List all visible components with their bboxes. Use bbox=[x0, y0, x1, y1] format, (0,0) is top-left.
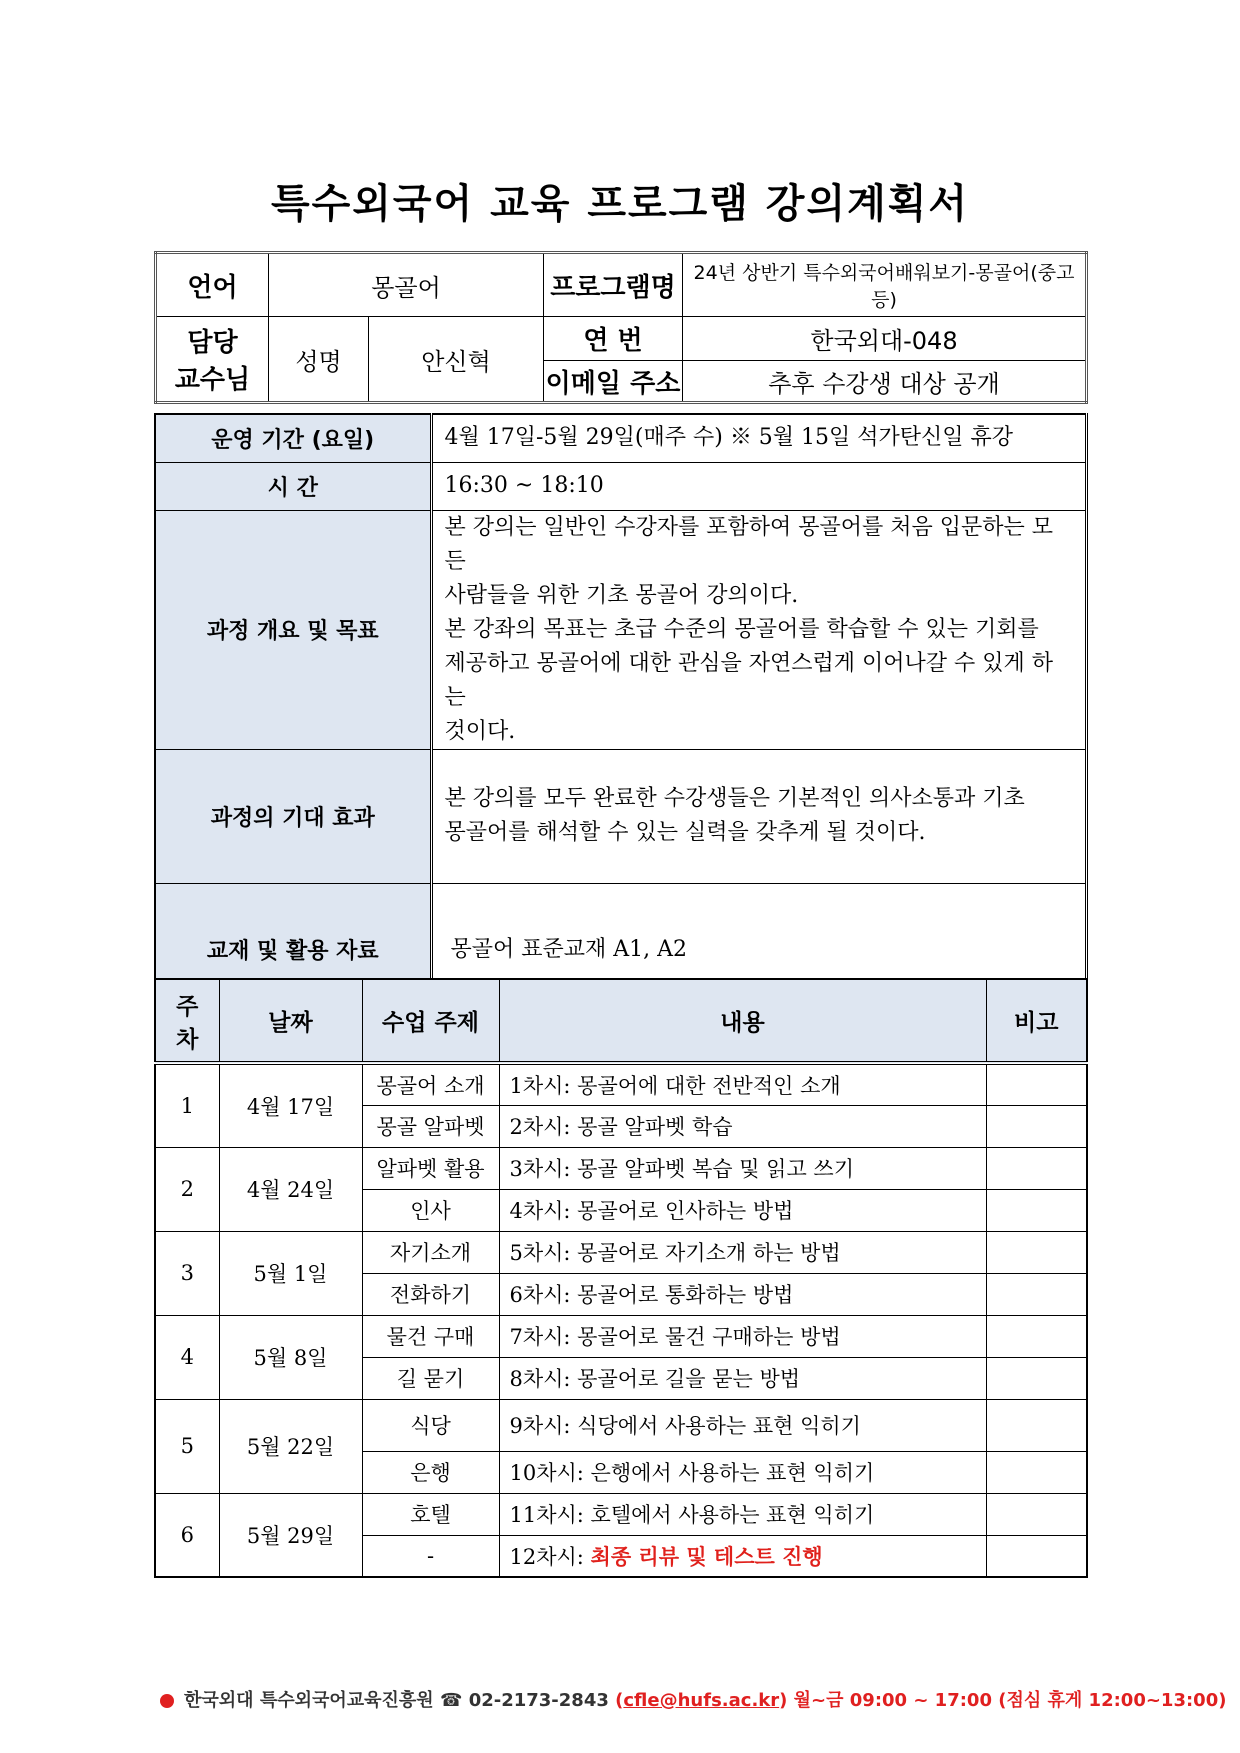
session-content: 11차시: 호텔에서 사용하는 표현 익히기 bbox=[499, 1493, 986, 1535]
overview-line: 본 강좌의 목표는 초급 수준의 몽골어를 학습할 수 있는 기회를 bbox=[444, 616, 1039, 642]
session-content bbox=[499, 1535, 986, 1577]
program-value: 24년 상반기 특수외국어배워보기-몽골어(중고등) bbox=[683, 253, 1087, 317]
overview-label: 과정 개요 및 목표 bbox=[155, 510, 431, 749]
week-header bbox=[155, 979, 219, 1063]
professor-label-line2: 교수님 bbox=[174, 365, 251, 395]
course-table bbox=[154, 413, 1088, 1018]
overview-line: 것이다. bbox=[444, 718, 516, 744]
session-topic: 은행 bbox=[362, 1451, 499, 1493]
material-value: 몽골어 표준교재 A1, A2 bbox=[431, 883, 1087, 1017]
session-topic: 인사 bbox=[362, 1189, 499, 1231]
period-value: 4월 17일-5월 29일(매주 수) ※ 5월 15일 석가탄신일 휴강 bbox=[431, 414, 1087, 462]
effect-line: 본 강의를 모두 완료한 수강생들은 기본적인 의사소통과 기초 bbox=[444, 786, 1025, 811]
table-row bbox=[155, 1399, 1087, 1451]
overview-line: 제공하고 몽골어에 대한 관심을 자연스럽게 이어나갈 수 있게 하는 bbox=[444, 650, 1053, 710]
footer-email-wrap: (cfle@hufs.ac.kr) bbox=[615, 1690, 788, 1711]
effect-value bbox=[431, 749, 1087, 883]
overview-line: 본 강의는 일반인 수강자를 포함하여 몽골어를 처음 입문하는 모든 bbox=[444, 514, 1053, 574]
session-content: 4차시: 몽골어로 인사하는 방법 bbox=[499, 1189, 986, 1231]
session-note bbox=[986, 1147, 1087, 1189]
session-topic: 식당 bbox=[362, 1399, 499, 1451]
session-content: 2차시: 몽골 알파벳 학습 bbox=[499, 1105, 986, 1147]
session-topic: 자기소개 bbox=[362, 1231, 499, 1273]
session-note bbox=[986, 1315, 1087, 1357]
session-content: 3차시: 몽골 알파벳 복습 및 읽고 쓰기 bbox=[499, 1147, 986, 1189]
date-header: 날짜 bbox=[219, 979, 362, 1063]
language-label: 언어 bbox=[156, 253, 269, 317]
email-value: 추후 수강생 대상 공개 bbox=[683, 361, 1087, 403]
week-number: 1 bbox=[155, 1063, 219, 1147]
info-table bbox=[154, 251, 1088, 404]
phone-icon: ☎ bbox=[439, 1690, 463, 1711]
session-content: 7차시: 몽골어로 물건 구매하는 방법 bbox=[499, 1315, 986, 1357]
topic-header: 수업 주제 bbox=[362, 979, 499, 1063]
effect-label: 과정의 기대 효과 bbox=[155, 749, 431, 883]
professor-label bbox=[156, 317, 269, 403]
week-header-line1: 주 bbox=[176, 993, 199, 1020]
time-label: 시 간 bbox=[155, 462, 431, 510]
serial-label: 연 번 bbox=[544, 317, 683, 361]
session-note bbox=[986, 1493, 1087, 1535]
session-topic: 알파벳 활용 bbox=[362, 1147, 499, 1189]
session-note bbox=[986, 1535, 1087, 1577]
session-content: 5차시: 몽골어로 자기소개 하는 방법 bbox=[499, 1231, 986, 1273]
session-topic: - bbox=[362, 1535, 499, 1577]
week-header-line2: 차 bbox=[176, 1026, 199, 1053]
week-number: 6 bbox=[155, 1493, 219, 1577]
note-header: 비고 bbox=[986, 979, 1087, 1063]
table-row bbox=[155, 1147, 1087, 1189]
week-number: 4 bbox=[155, 1315, 219, 1399]
session-content: 9차시: 식당에서 사용하는 표현 익히기 bbox=[499, 1399, 986, 1451]
week-number: 5 bbox=[155, 1399, 219, 1493]
footer-hours: 월~금 09:00 ~ 17:00 (점심 휴게 12:00~13:00) bbox=[793, 1690, 1227, 1711]
overview-line: 사람들을 위한 기초 몽골어 강의이다. bbox=[444, 582, 799, 608]
session-note bbox=[986, 1063, 1087, 1105]
time-value: 16:30 ~ 18:10 bbox=[431, 462, 1087, 510]
week-date: 5월 1일 bbox=[219, 1231, 362, 1315]
language-value: 몽골어 bbox=[269, 253, 544, 317]
session-note bbox=[986, 1451, 1087, 1493]
session-note bbox=[986, 1273, 1087, 1315]
serial-value: 한국외대-048 bbox=[683, 317, 1087, 361]
week-date: 4월 17일 bbox=[219, 1063, 362, 1147]
final-review-highlight: 최종 리뷰 및 테스트 진행 bbox=[590, 1543, 823, 1569]
page-title: 특수외국어 교육 프로그램 강의계획서 bbox=[270, 181, 970, 227]
week-date: 5월 29일 bbox=[219, 1493, 362, 1577]
session-content: 6차시: 몽골어로 통화하는 방법 bbox=[499, 1273, 986, 1315]
content-header: 내용 bbox=[499, 979, 986, 1063]
week-date: 5월 8일 bbox=[219, 1315, 362, 1399]
session-content-prefix: 12차시: bbox=[509, 1544, 591, 1569]
footer bbox=[160, 1686, 1226, 1712]
session-topic: 호텔 bbox=[362, 1493, 499, 1535]
week-number: 2 bbox=[155, 1147, 219, 1231]
session-content: 1차시: 몽골어에 대한 전반적인 소개 bbox=[499, 1063, 986, 1105]
session-note bbox=[986, 1189, 1087, 1231]
table-row bbox=[155, 1315, 1087, 1357]
footer-org: 한국외대 특수외국어교육진흥원 bbox=[184, 1690, 434, 1711]
material-label: 교재 및 활용 자료 bbox=[155, 883, 431, 1017]
session-note bbox=[986, 1231, 1087, 1273]
session-topic: 몽골어 소개 bbox=[362, 1063, 499, 1105]
schedule-table bbox=[154, 978, 1088, 1578]
overview-value bbox=[431, 510, 1087, 749]
session-note bbox=[986, 1399, 1087, 1451]
bullet-dot-icon bbox=[160, 1694, 174, 1708]
table-row bbox=[155, 1493, 1087, 1535]
email-label: 이메일 주소 bbox=[544, 361, 683, 403]
week-date: 4월 24일 bbox=[219, 1147, 362, 1231]
session-content: 8차시: 몽골어로 길을 묻는 방법 bbox=[499, 1357, 986, 1399]
footer-email-link[interactable]: cfle@hufs.ac.kr bbox=[623, 1690, 780, 1711]
name-value: 안신혁 bbox=[369, 317, 544, 403]
session-content: 10차시: 은행에서 사용하는 표현 익히기 bbox=[499, 1451, 986, 1493]
table-row bbox=[155, 1231, 1087, 1273]
session-topic: 몽골 알파벳 bbox=[362, 1105, 499, 1147]
session-topic: 길 묻기 bbox=[362, 1357, 499, 1399]
week-number: 3 bbox=[155, 1231, 219, 1315]
table-row bbox=[155, 1063, 1087, 1105]
session-topic: 물건 구매 bbox=[362, 1315, 499, 1357]
session-note bbox=[986, 1357, 1087, 1399]
footer-phone: 02-2173-2843 bbox=[468, 1690, 609, 1711]
professor-label-line1: 담당 bbox=[187, 328, 238, 358]
week-date: 5월 22일 bbox=[219, 1399, 362, 1493]
session-note bbox=[986, 1105, 1087, 1147]
effect-line: 몽골어를 해석할 수 있는 실력을 갖추게 될 것이다. bbox=[444, 820, 926, 845]
period-label: 운영 기간 (요일) bbox=[155, 414, 431, 462]
name-label: 성명 bbox=[269, 317, 369, 403]
session-topic: 전화하기 bbox=[362, 1273, 499, 1315]
program-label: 프로그램명 bbox=[544, 253, 683, 317]
